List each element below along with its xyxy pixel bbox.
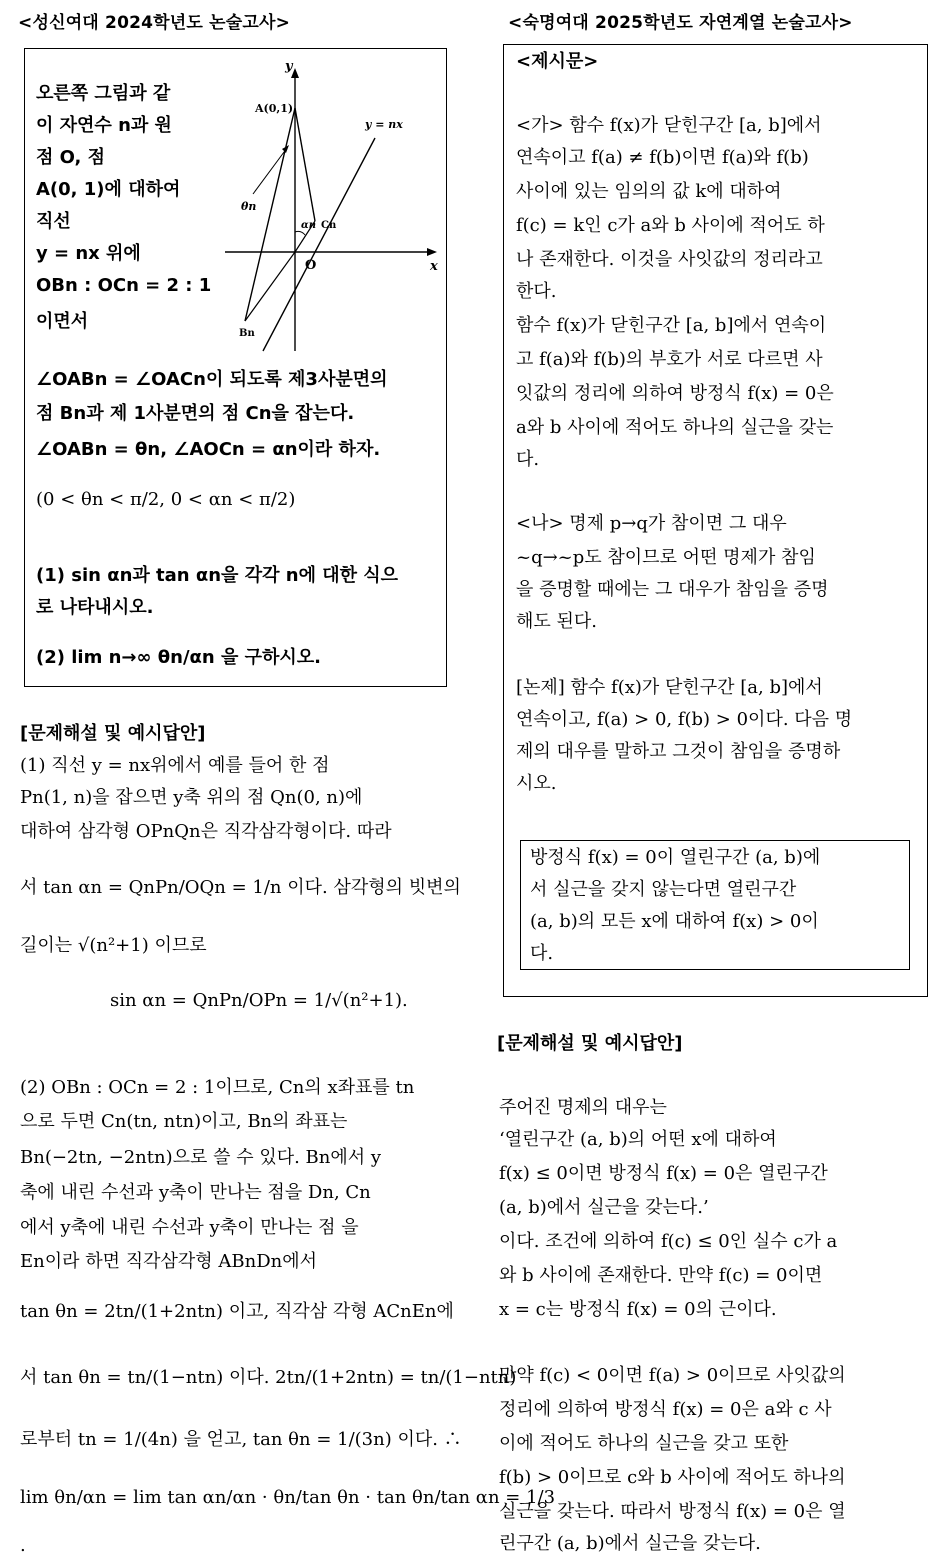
intro-line: 오른쪽 그림과 같: [36, 83, 171, 104]
na-line: 해도 된다.: [516, 611, 597, 632]
na-line: <나> 명제 p→q가 참이면 그 대우: [516, 513, 787, 534]
right-header: <숙명여대 2025학년도 자연계열 논술고사>: [508, 13, 853, 33]
ga-line: 함수 f(x)가 닫힌구간 [a, b]에서 연속이: [516, 315, 827, 336]
answer-line: 이에 적어도 하나의 실근을 갖고 또한: [499, 1433, 789, 1454]
answer-line: ‘열린구간 (a, b)의 어떤 x에 대하여: [499, 1129, 777, 1150]
bn-label: Bn: [239, 328, 255, 339]
problem-line-3: ∠OABn = θn, ∠AOCn = αn이라 하자.: [36, 439, 381, 460]
inner-line: 방정식 f(x) = 0이 열린구간 (a, b)에: [530, 847, 821, 868]
intro-line: OBn : OCn = 2 : 1: [36, 275, 212, 296]
inner-line: 다.: [530, 943, 554, 964]
x-axis-arrow-icon: [427, 248, 437, 256]
prompt-label: <제시문>: [516, 51, 599, 72]
solution-end: .: [20, 1535, 26, 1556]
solution-line: lim θn/αn = lim tan αn/αn · θn/tan θn · tan θn/tan αn = 1/3: [20, 1487, 556, 1508]
intro-line: 이 자연수 n과 원: [36, 115, 172, 136]
solution-line: (1) 직선 y = nx위에서 예를 들어 한 점: [20, 755, 330, 776]
solution-line: 길이는 √(n²+1) 이므로: [20, 935, 207, 956]
origin-label: O: [305, 258, 317, 273]
solution-line: Pn(1, n)을 잡으면 y축 위의 점 Qn(0, n)에: [20, 787, 363, 808]
y-axis-label: y: [285, 59, 293, 74]
segment-a-cn: [295, 108, 315, 221]
left-solution-title: [문제해설 및 예시답안]: [20, 723, 206, 744]
ga-line: 다.: [516, 449, 540, 470]
na-line: ~q→~p도 참이므로 어떤 명제가 참임: [516, 547, 816, 568]
intro-line: 이면서: [36, 311, 89, 332]
intro-line: 점 O, 점: [36, 147, 106, 168]
ga-line: 고 f(a)와 f(b)의 부호가 서로 다르면 사: [516, 349, 823, 370]
alpha-arc: [295, 231, 305, 235]
alpha-label: αn: [301, 220, 316, 231]
theta-pointer: [253, 148, 287, 194]
question-2: (2) lim n→∞ θn/αn 을 구하시오.: [36, 647, 322, 668]
answer-line: f(x) ≤ 0이면 방정식 f(x) = 0은 열린구간: [499, 1163, 828, 1184]
question-1b: 로 나타내시오.: [36, 597, 154, 618]
solution-line: (2) OBn : OCn = 2 : 1이므로, Cn의 x좌표를 tn: [20, 1077, 415, 1098]
solution-line: 서 tan αn = QnPn/OQn = 1/n 이다. 삼각형의 빗변의: [20, 877, 461, 898]
nonje-line: [논제] 함수 f(x)가 닫힌구간 [a, b]에서: [516, 677, 823, 698]
answer-line: 와 b 사이에 존재한다. 만약 f(c) = 0이면: [499, 1265, 823, 1286]
ga-line: f(c) = k인 c가 a와 b 사이에 적어도 하: [516, 215, 825, 236]
cn-label: Cn: [321, 220, 337, 231]
solution-line: 로부터 tn = 1/(4n) 을 얻고, tan θn = 1/(3n) 이다. ∴: [20, 1429, 462, 1450]
theta-label: θn: [241, 200, 257, 213]
line-label: y = nx: [365, 118, 403, 131]
solution-line: 에서 y축에 내린 수선과 y축이 만나는 점 을: [20, 1217, 359, 1238]
answer-line: (a, b)에서 실근을 갖는다.’: [499, 1197, 709, 1218]
ga-line: 잇값의 정리에 의하여 방정식 f(x) = 0은: [516, 383, 834, 404]
solution-line: sin αn = QnPn/OPn = 1/√(n²+1).: [110, 990, 408, 1011]
answer-line: 이다. 조건에 의하여 f(c) ≤ 0인 실수 c가 a: [499, 1231, 838, 1252]
ga-line: 연속이고 f(a) ≠ f(b)이면 f(a)와 f(b): [516, 147, 809, 168]
answer-line: 주어진 명제의 대우는: [499, 1097, 667, 1118]
nonje-line: 제의 대우를 말하고 그것이 참임을 증명하: [516, 741, 841, 762]
nonje-line: 시오.: [516, 773, 557, 794]
ga-line: 사이에 있는 임의의 값 k에 대하여: [516, 181, 782, 202]
intro-line: 직선: [36, 211, 71, 232]
coordinate-figure: [225, 56, 440, 356]
nonje-line: 연속이고, f(a) > 0, f(b) > 0이다. 다음 명: [516, 709, 853, 730]
intro-line: y = nx 위에: [36, 243, 141, 264]
intro-line: A(0, 1)에 대하여: [36, 179, 181, 200]
solution-line: Bn(−2tn, −2ntn)으로 쓸 수 있다. Bn에서 y: [20, 1147, 382, 1168]
problem-line-4: (0 < θn < π/2, 0 < αn < π/2): [36, 489, 296, 510]
problem-line-2: 점 Bn과 제 1사분면의 점 Cn을 잡는다.: [36, 403, 355, 424]
point-a-label: A(0,1): [255, 102, 294, 115]
answer-line: 만약 f(c) < 0이면 f(a) > 0이므로 사잇값의: [499, 1365, 846, 1386]
ga-line: 한다.: [516, 281, 557, 302]
question-1a: (1) sin αn과 tan αn을 각각 n에 대한 식으: [36, 565, 399, 586]
answer-line: 실근을 갖는다. 따라서 방정식 f(x) = 0은 열: [499, 1501, 846, 1522]
solution-line: tan θn = 2tn/(1+2ntn) 이고, 직각삼 각형 ACnEn에: [20, 1301, 454, 1322]
ga-line: a와 b 사이에 적어도 하나의 실근을 갖는: [516, 417, 834, 438]
answer-line: 정리에 의하여 방정식 f(x) = 0은 a와 c 사: [499, 1399, 832, 1420]
answer-line: f(b) > 0이므로 c와 b 사이에 적어도 하나의: [499, 1467, 846, 1488]
left-header: <성신여대 2024학년도 논술고사>: [18, 13, 291, 33]
na-line: 을 증명할 때에는 그 대우가 참임을 증명: [516, 579, 829, 600]
x-axis-label: x: [430, 259, 438, 274]
solution-line: 으로 두면 Cn(tn, ntn)이고, Bn의 좌표는: [20, 1111, 348, 1132]
problem-line-1: ∠OABn = ∠OACn이 되도록 제3사분면의: [36, 369, 388, 390]
ga-line: <가> 함수 f(x)가 닫힌구간 [a, b]에서: [516, 115, 822, 136]
answer-line: 린구간 (a, b)에서 실근을 갖는다.: [499, 1533, 761, 1554]
ga-line: 나 존재한다. 이것을 사잇값의 정리라고: [516, 249, 823, 270]
solution-line: 축에 내린 수선과 y축이 만나는 점을 Dn, Cn: [20, 1182, 371, 1203]
inner-line: 서 실근을 갖지 않는다면 열린구간: [530, 879, 797, 900]
solution-line: 서 tan θn = tn/(1−ntn) 이다. 2tn/(1+2ntn) = tn/(1−ntn): [20, 1367, 517, 1388]
right-solution-title: [문제해설 및 예시답안]: [497, 1033, 683, 1054]
solution-line: 대하여 삼각형 OPnQn은 직각삼각형이다. 따라: [20, 821, 392, 842]
answer-line: x = c는 방정식 f(x) = 0의 근이다.: [499, 1299, 777, 1320]
solution-line: En이라 하면 직각삼각형 ABnDn에서: [20, 1251, 318, 1272]
inner-line: (a, b)의 모든 x에 대하여 f(x) > 0이: [530, 911, 819, 932]
segment-a-bn: [245, 108, 295, 321]
